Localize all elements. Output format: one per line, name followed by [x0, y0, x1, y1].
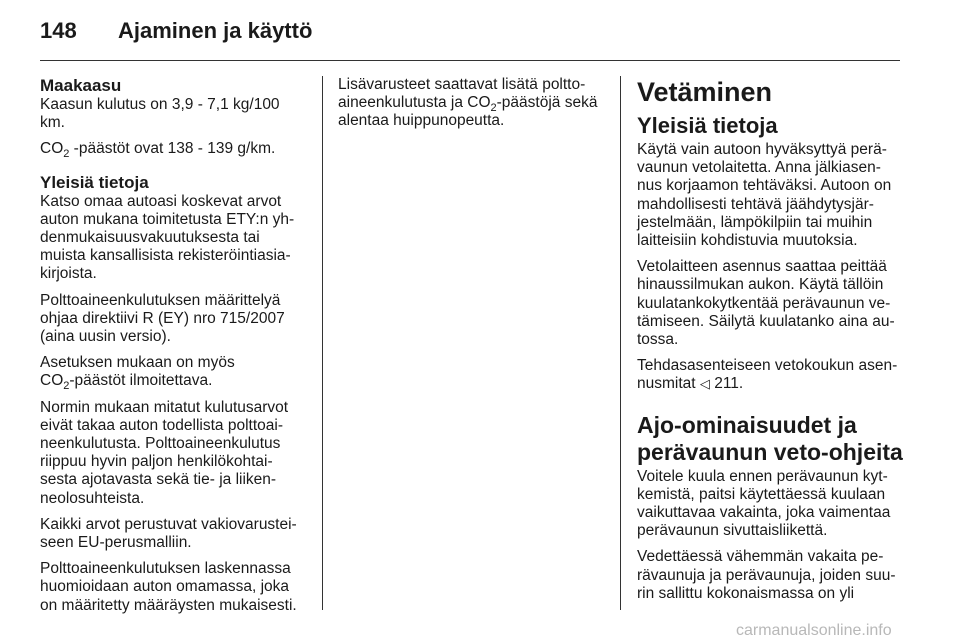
maakaasu-heading: Maakaasu — [40, 76, 122, 95]
regulation-line-1: Asetuksen mukaan on myös — [40, 354, 235, 372]
page-header — [40, 18, 920, 54]
paragraph-towbar: Käytä vain autoon hyväksyttyä perä-vaunun vetolaitetta. Anna jälkiasen-nus korjaamon tehtäväksi. Autoon on mahdollisesti tehtävä jäähdytysjär-jestelmään, lämpökilpiin tai muihin laitteisiin kohdistuvia muutoksia. — [637, 141, 892, 250]
page-number: 148 — [40, 18, 77, 43]
accessories-part-1: Lisävarusteet saattavat lisätä poltto-aineenkulutusta ja CO — [338, 76, 586, 112]
paragraph-coc: Katso omaa autoasi koskevat arvot auton mukana toimitetusta ETY:n yh-denmukaisuusvakuutuksesta tai muista kansallisista rekisteröintiasia-kirjoista. — [40, 192, 295, 283]
page-reference-link[interactable]: 211. — [709, 375, 744, 393]
dimensions-text: Tehdasasenteiseen vetokoukun asen-nusmitat — [637, 357, 898, 393]
regulation-co2: CO — [40, 372, 64, 390]
paragraph-directive: Polttoaineenkulutuksen määrittelyä ohjaa direktiivi R (EY) nro 715/2007 (aina uusin versio). — [40, 291, 285, 346]
column-2 — [338, 76, 598, 139]
column-3 — [637, 76, 905, 611]
paragraph-dimensions — [637, 357, 905, 393]
chapter-title: Ajaminen ja käyttö — [118, 18, 313, 43]
co2-subscript: 2 — [63, 148, 70, 161]
paragraph-regulation — [40, 354, 306, 393]
column-1 — [40, 76, 306, 623]
maakaasu-consumption: Kaasun kulutus on 3,9 - 7,1 kg/100 km. — [40, 96, 280, 132]
towing-general-heading: Yleisiä tietoja — [637, 113, 778, 138]
paragraph-unstable-trailers: Vedettäessä vähemmän vakaita pe-rävaunuja ja perävaunuja, joiden suu-rin sallittu kokonaismassa on yli — [637, 548, 896, 602]
towing-title: Vetäminen — [637, 77, 773, 107]
general-info-heading: Yleisiä tietoja — [40, 172, 149, 192]
paragraph-eu-model: Kaikki arvot perustuvat vakiovarustei-seen EU-perusmalliin. — [40, 515, 297, 552]
page-reference-icon: ◁ — [699, 376, 710, 392]
accessories-part-2: -päästöjä sekä alentaa huippunopeutta. — [338, 94, 598, 130]
paragraph-calculation: Polttoaineenkulutuksen laskennassa huomioidaan auton omamassa, joka on määritetty määräysten mukaisesti. — [40, 560, 297, 614]
regulation-co2-subscript: 2 — [63, 380, 70, 393]
header-divider — [40, 60, 900, 61]
accessories-co2-subscript: 2 — [490, 102, 497, 115]
column-divider-2 — [620, 76, 621, 610]
watermark: carmanualsonline.info — [736, 622, 892, 639]
column-divider-1 — [322, 76, 323, 610]
paragraph-towbar-install: Vetolaitteen asennus saattaa peittää hinaussilmukan aukon. Käytä tällöin kuulatankokytkentää perävaunun ve-tämiseen. Säilytä kuulatanko aina au-tossa. — [637, 258, 895, 349]
paragraph-lubricate: Voitele kuula ennen perävaunun kyt-kemistä, paitsi käytettäessä kuulaan vaikuttavaa vakainta, joka vaimentaa perävaunun sivuttaisliikettä. — [637, 467, 891, 540]
driving-characteristics-heading: Ajo-ominaisuudet ja perävaunun veto-ohjeita — [637, 411, 903, 465]
regulation-rest: -päästöt ilmoitettava. — [69, 372, 213, 390]
co2-suffix: -päästöt ovat 138 - 139 g/km. — [69, 140, 276, 158]
co2-prefix: CO — [40, 140, 64, 158]
co2-emissions — [40, 140, 306, 161]
paragraph-accessories — [338, 76, 598, 131]
paragraph-norm: Normin mukaan mitatut kulutusarvot eivät takaa auton todellista polttoai-neenkulutusta. Polttoaineenkulutus riippuu hyvin paljon henkilökohtai-sesta ajotavasta sekä tie- ja liiken-neolosuhteista. — [40, 398, 289, 507]
